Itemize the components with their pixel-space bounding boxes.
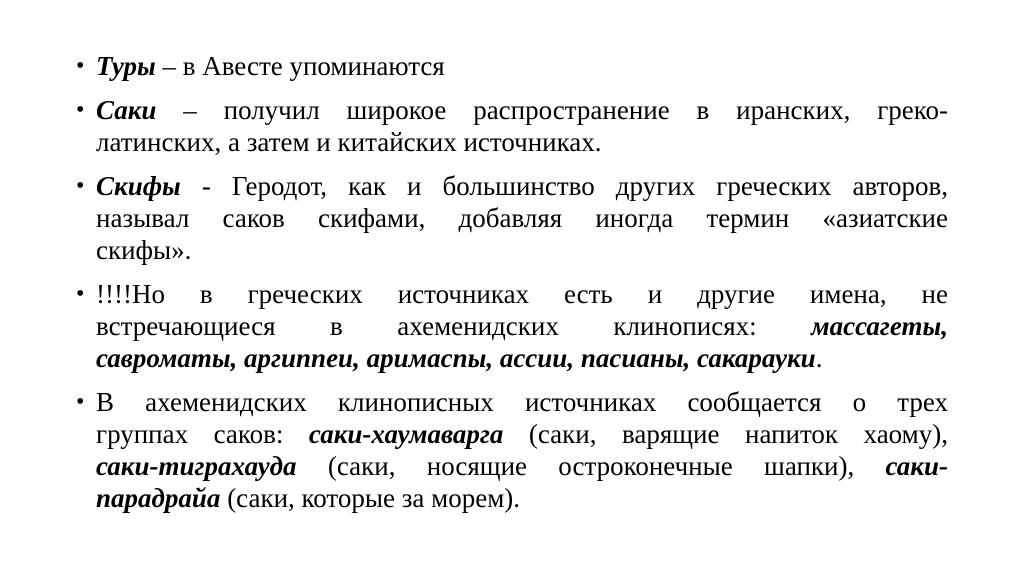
item-1-line-1 (96, 48, 948, 84)
item-3-text-2: называл саков скифами, добавляя иногда термин «азиатские (96, 203, 948, 233)
item-3-line-2 (96, 200, 948, 236)
term-tribes-list: савроматы, аргиппеи, аримаспы, ассии, пасианы, сакарауки (96, 343, 816, 373)
item-5-text-3: (саки, носящие остроконечные шапки), (296, 451, 886, 481)
item-2-line-1 (96, 92, 948, 128)
bullet-marker: • (76, 389, 85, 415)
item-4-line-1 (96, 276, 948, 312)
item-4-line-2 (96, 308, 948, 344)
bullet-marker: • (76, 53, 85, 79)
item-5-text-2a: группах саков: (96, 419, 309, 449)
term-saki-prefix: саки- (885, 451, 948, 481)
item-3-text-3: скифы». (96, 235, 192, 265)
term-massagety: массагеты, (811, 311, 948, 341)
item-5-line-2 (96, 416, 948, 452)
item-5-line-3 (96, 448, 948, 484)
item-2-text-2: латинских, а затем и китайских источниках. (96, 127, 602, 157)
term-saki-haumavarga: саки-хаумаварга (308, 419, 504, 449)
term-skify: Скифы (96, 171, 181, 201)
term-tury: Туры (96, 51, 156, 81)
item-5-text-1: В ахеменидских клинописных источниках сообщается о трех (96, 387, 948, 417)
item-5-text-4: (саки, которые за морем). (220, 483, 521, 513)
item-2-line-2 (96, 124, 948, 160)
item-3-line-1 (96, 168, 948, 204)
bullet-marker: • (76, 281, 85, 307)
bullet-marker: • (76, 97, 85, 123)
term-saki-tigrahauda: саки-тиграхауда (96, 451, 297, 481)
term-saki: Саки (96, 95, 157, 125)
item-3-text-1: - Геродот, как и большинство других греческих авторов, (180, 171, 948, 201)
item-5-text-2b: (саки, варящие напиток хаому), (503, 419, 948, 449)
item-4-line-3 (96, 340, 948, 376)
item-4-text-1: !!!!Но в греческих источниках есть и другие имена, не (96, 279, 948, 309)
bullet-marker: • (76, 173, 85, 199)
item-2-text-1: – получил широкое распространение в иранских, греко- (156, 95, 948, 125)
item-4-text-2: встречающиеся в ахеменидских клинописях: (96, 311, 812, 341)
item-1-text: – в Авесте упоминаются (155, 51, 445, 81)
item-3-line-3 (96, 232, 948, 268)
item-4-text-3: . (815, 343, 823, 373)
item-5-line-4 (96, 480, 948, 516)
term-paradraya: парадрайа (96, 483, 221, 513)
item-5-line-1 (96, 384, 948, 420)
